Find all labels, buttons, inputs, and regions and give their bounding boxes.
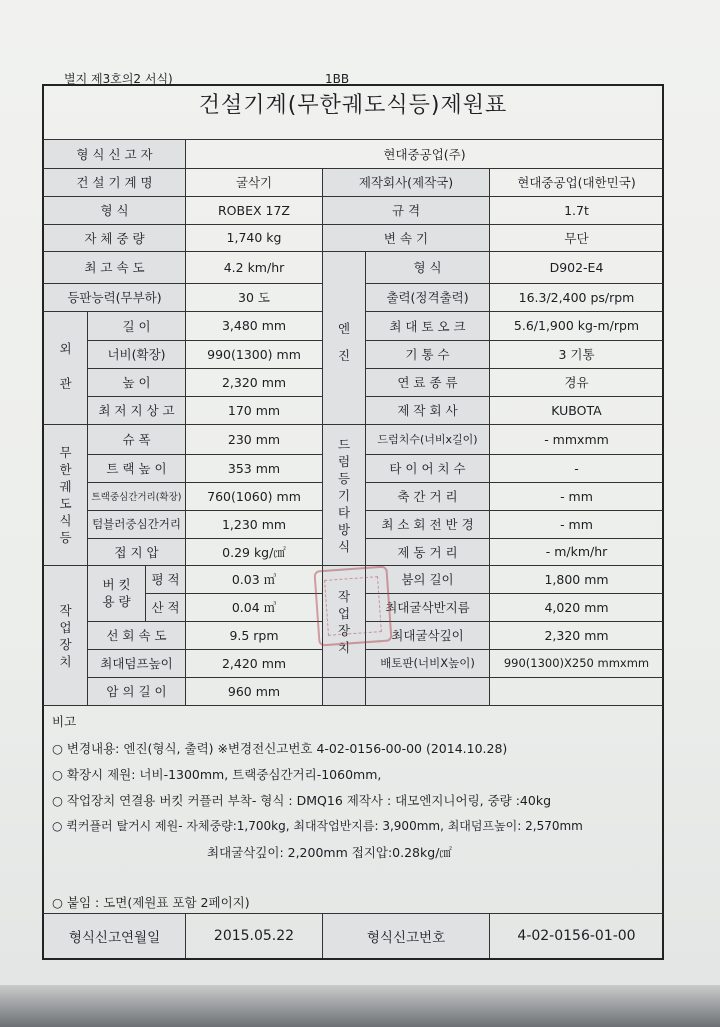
work-device-group-label: 작 업 장 치 bbox=[59, 603, 72, 669]
engine-maker-value: KUBOTA bbox=[551, 402, 602, 418]
weight-value: 1,740 kg bbox=[226, 230, 282, 245]
tire-size-label: 타 이 어 치 수 bbox=[389, 461, 466, 476]
weight-label: 자 체 중 량 bbox=[84, 230, 145, 246]
fuel-type-value: 경유 bbox=[564, 375, 589, 390]
declarant-value: 현대중공업(주) bbox=[383, 146, 466, 162]
braking-distance-label: 제 동 거 리 bbox=[397, 544, 458, 560]
machine-name-label: 건 설 기 계 명 bbox=[76, 175, 153, 190]
swing-speed-label: 선 회 속 도 bbox=[106, 628, 167, 643]
engine-output-value: 16.3/2,400 ps/rpm bbox=[518, 289, 635, 305]
ground-clearance-value: 170 mm bbox=[227, 402, 281, 418]
form-number: 별지 제3호의2 서식) bbox=[64, 72, 173, 86]
max-torque-label: 최 대 토 오 크 bbox=[389, 318, 466, 334]
max-dig-reach-value: 4,020 mm bbox=[544, 599, 609, 615]
engine-model-value: D902-E4 bbox=[549, 259, 604, 275]
ground-pressure-value: 0.29 kg/㎠ bbox=[222, 544, 286, 560]
transmission-label: 변 속 기 bbox=[383, 230, 429, 246]
track-height-value: 353 mm bbox=[227, 460, 281, 476]
machine-name-value: 굴삭기 bbox=[235, 175, 273, 190]
engine-model-label: 형 식 bbox=[413, 260, 442, 275]
track-height-label: 트 랙 높 이 bbox=[106, 461, 167, 476]
background-surface bbox=[0, 985, 720, 1027]
bucket-heaped-value: 0.04 ㎥ bbox=[231, 600, 277, 615]
model-label: 형 식 bbox=[100, 203, 129, 218]
cylinders-label: 기 통 수 bbox=[405, 347, 450, 362]
document-title: 건설기계(무한궤도식등)제원표 bbox=[198, 93, 508, 118]
bucket-capacity-label: 버 킷 용 량 bbox=[102, 577, 131, 609]
wheelbase-value: - mm bbox=[560, 488, 593, 504]
remarks-label: 비고 bbox=[52, 714, 77, 729]
model-value: ROBEX 17Z bbox=[217, 202, 290, 218]
max-dig-depth-label: 최대굴삭깊이 bbox=[391, 628, 464, 643]
exterior-group-label: 외 관 bbox=[59, 341, 72, 391]
spec-label: 규 격 bbox=[391, 203, 421, 218]
exterior-height-label: 높 이 bbox=[122, 375, 151, 390]
track-center-distance-value: 760(1060) mm bbox=[207, 488, 301, 504]
exterior-width-label: 너비(확장) bbox=[107, 347, 166, 362]
turning-radius-value: - mm bbox=[560, 516, 593, 532]
declarant-label: 형 식 신 고 자 bbox=[76, 146, 153, 162]
official-seal bbox=[313, 566, 392, 647]
fuel-type-label: 연 료 종 류 bbox=[397, 375, 458, 390]
arm-length-value: 960 mm bbox=[227, 683, 281, 699]
gradeability-value: 30 도 bbox=[238, 290, 270, 305]
document-code: 1BB bbox=[325, 72, 350, 86]
gradeability-label: 등판능력(무부하) bbox=[67, 290, 162, 305]
bucket-struck-label: 평 적 bbox=[151, 572, 180, 587]
declaration-number-value: 4-02-0156-01-00 bbox=[517, 927, 636, 944]
remarks-line-1: ○ 변경내용: 엔진(형식, 출력) ※변경전신고번호 4-02-0156-00-00 (2014.10.28) bbox=[52, 741, 508, 756]
turning-radius-label: 최 소 회 전 반 경 bbox=[381, 517, 474, 532]
max-speed-label: 최 고 속 도 bbox=[84, 260, 145, 275]
remarks-line-5: 최대굴삭깊이: 2,200mm 접지압:0.28kg/㎠ bbox=[207, 845, 452, 860]
ground-clearance-label: 최 저 지 상 고 bbox=[98, 403, 175, 418]
max-dig-reach-label: 최대굴삭반지름 bbox=[385, 600, 470, 615]
swing-speed-value: 9.5 rpm bbox=[229, 627, 279, 643]
drum-size-label: 드럼치수(너비x길이) bbox=[377, 433, 478, 446]
exterior-length-value: 3,480 mm bbox=[221, 318, 287, 333]
engine-output-label: 출력(정격출력) bbox=[386, 290, 469, 305]
engine-group-label: 엔 진 bbox=[337, 321, 351, 363]
cylinders-value: 3 기통 bbox=[558, 347, 595, 362]
shoe-width-value: 230 mm bbox=[227, 431, 281, 447]
spec-value: 1.7t bbox=[564, 202, 589, 218]
blade-size-label: 배토판(너비X높이) bbox=[380, 656, 475, 670]
engine-maker-label: 제 작 회 사 bbox=[397, 403, 458, 418]
declaration-date-value: 2015.05.22 bbox=[213, 927, 295, 944]
boom-length-value: 1,800 mm bbox=[544, 571, 609, 587]
bucket-heaped-label: 산 적 bbox=[151, 600, 180, 615]
tire-size-value: - bbox=[574, 460, 579, 476]
wheelbase-label: 축 간 거 리 bbox=[397, 489, 458, 504]
max-dump-height-value: 2,420 mm bbox=[221, 655, 287, 671]
tumbler-distance-value: 1,230 mm bbox=[221, 516, 287, 532]
bucket-struck-value: 0.03 ㎥ bbox=[231, 572, 277, 587]
remarks-line-2: ○ 확장시 제원: 너비-1300mm, 트랙중심간거리-1060mm, bbox=[52, 767, 382, 782]
drum-group-label: 드 럼 등 기 타 방 식 bbox=[337, 437, 351, 554]
max-dig-depth-value: 2,320 mm bbox=[544, 627, 609, 643]
shoe-width-label: 슈 폭 bbox=[122, 432, 151, 447]
boom-length-label: 붐의 길이 bbox=[401, 572, 454, 587]
exterior-height-value: 2,320 mm bbox=[221, 374, 287, 390]
track-group-label: 무 한 궤 도 식 등 bbox=[59, 445, 72, 545]
blade-size-value: 990(1300)X250 mmxmm bbox=[503, 656, 650, 670]
declaration-number-label: 형식신고번호 bbox=[366, 929, 446, 946]
remarks-line-4: ○ 퀵커플러 탈거시 제원- 자체중량:1,700kg, 최대작업반지름: 3,900mm, 최대덤프높이: 2,570mm bbox=[52, 819, 583, 833]
max-torque-value: 5.6/1,900 kg-m/rpm bbox=[513, 318, 640, 333]
exterior-width-value: 990(1300) mm bbox=[207, 346, 301, 362]
braking-distance-value: - m/km/hr bbox=[545, 544, 608, 559]
manufacturer-label: 제작회사(제작국) bbox=[358, 175, 454, 190]
work-device-right-group-label: 작 업 장 치 bbox=[337, 589, 351, 655]
manufacturer-value: 현대중공업(대한민국) bbox=[517, 175, 636, 190]
track-center-distance-label: 트랙중심간거리(확장) bbox=[91, 492, 182, 503]
transmission-value: 무단 bbox=[564, 230, 589, 246]
ground-pressure-label: 접 지 압 bbox=[114, 544, 159, 560]
drum-size-value: - mmxmm bbox=[544, 431, 609, 447]
remarks-line-3: ○ 작업장치 연결용 버킷 커플러 부착- 형식 : DMQ16 제작사 : 대모엔지니어링, 중량 :40kg bbox=[52, 793, 552, 808]
declaration-date-label: 형식신고연월일 bbox=[68, 929, 161, 946]
exterior-length-label: 길 이 bbox=[122, 318, 151, 334]
max-speed-value: 4.2 km/hr bbox=[223, 259, 285, 275]
max-dump-height-label: 최대덤프높이 bbox=[100, 656, 173, 671]
attachment-note: ○ 붙임 : 도면(제원표 포함 2페이지) bbox=[52, 895, 250, 910]
tumbler-distance-label: 텀블러중심간거리 bbox=[92, 517, 181, 531]
arm-length-label: 암 의 길 이 bbox=[106, 684, 167, 699]
